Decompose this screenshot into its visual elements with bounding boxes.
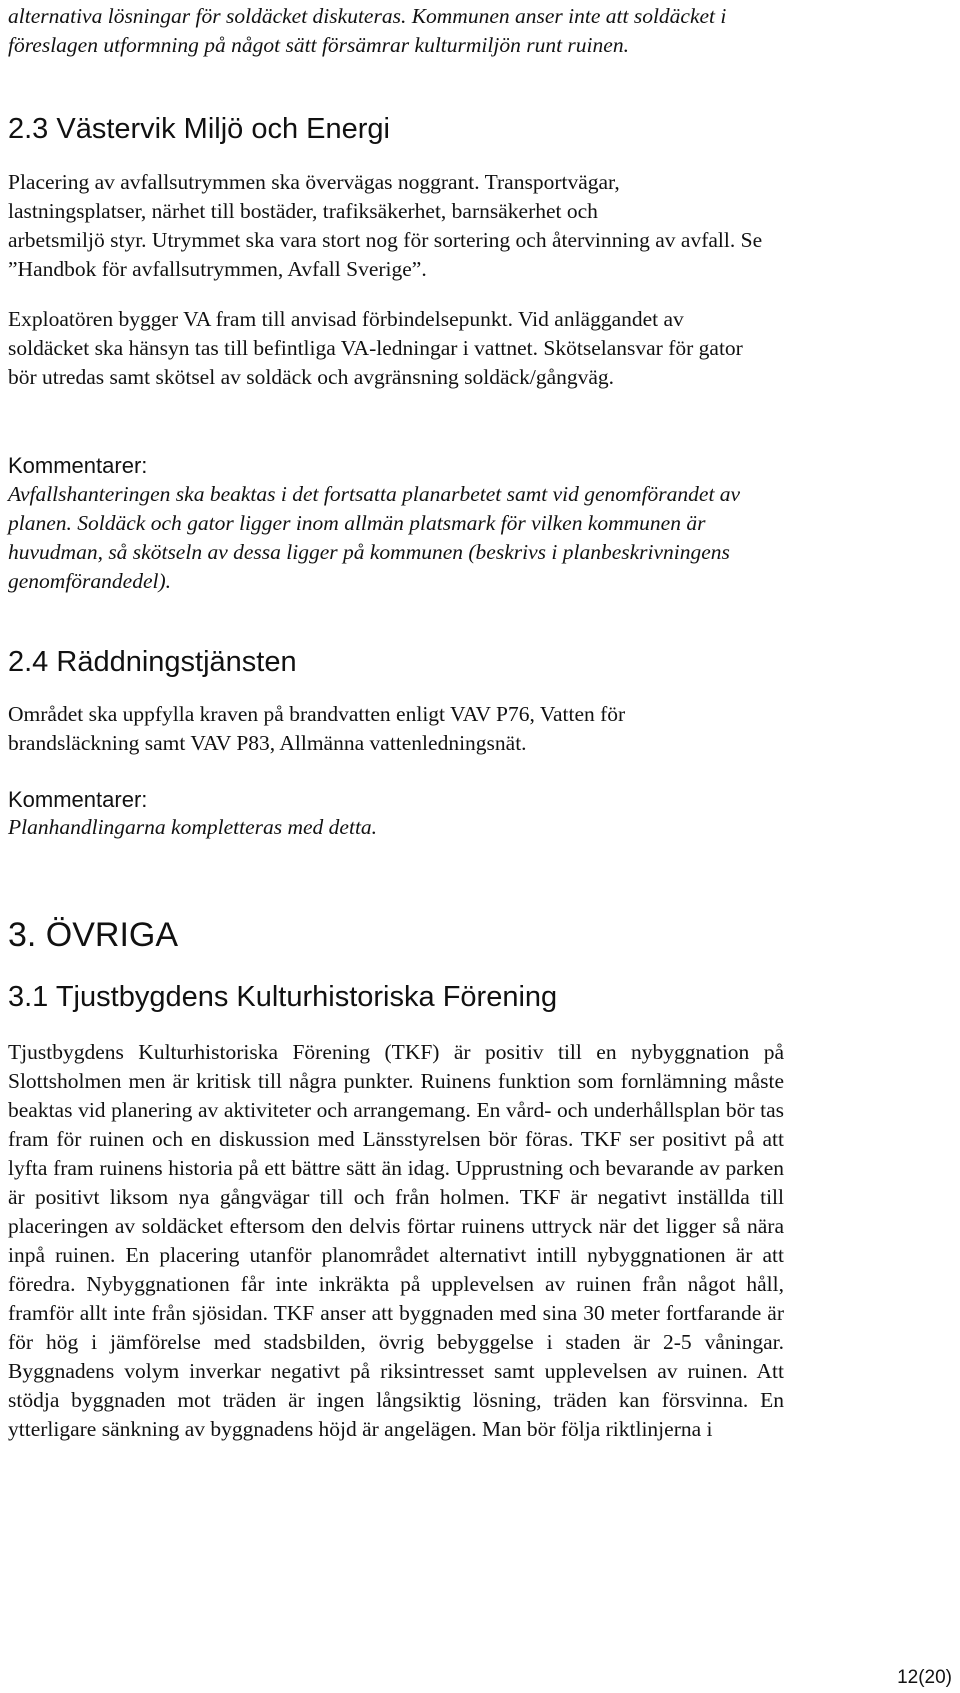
heading-2-4: 2.4 Räddningstjänsten	[8, 646, 297, 678]
paragraph-2-3-first-lines	[8, 168, 798, 226]
heading-2-3: 2.3 Västervik Miljö och Energi	[8, 113, 390, 145]
intro-paragraph: alternativa lösningar för soldäcket diskuteras. Kommunen anser inte att soldäcket i föreslagen utformning på något sätt försämrar kulturmiljön runt ruinen.	[8, 4, 727, 57]
paragraph-3-1: Tjustbygdens Kulturhistoriska Förening (TKF) är positiv till en nybyggnation på Slottsholmen men är kritisk till några punkter. Ruinens funktion som fornlämning måste beaktas vid planering av aktiviteter och arrangemang. En vård- och underhållsplan bör tas fram för ruinen och en diskussion med Länsstyrelsen bör föras. TKF ser positivt på att lyfta fram ruinens historia på ett bättre sätt än idag. Upprustning och bevarande av parken är positivt liksom nya gångvägar till och från holmen. TKF är negativt inställda till placeringen av soldäcket eftersom den delvis förtar ruinens uttryck när det ligger så nära inpå ruinen. En placering utanför planområdet alternativt intill nybyggnationen är att föredra. Nybyggnationen får inte inkräkta på upplevelsen av ruinen från något håll, framför allt inte från sjösidan. TKF anser att byggnaden med sina 30 meter fortfarande är för hög i jämförelse med stadsbilden, övrig bebyggelse i staden är 2-5 våningar. Byggnadens volym inverkar negativt på riksintresset samt upplevelsen av ruinen. Att stödja byggnaden mot träden är ingen långsiktig lösning, träden kan försvinna. En ytterligare sänkning av byggnadens höjd är angelägen. Man bör följa riktlinjerna i	[8, 1040, 784, 1441]
comments-label-2-4: Kommentarer:	[8, 787, 148, 812]
comments-text-2-4: Planhandlingarna kompletteras med detta.	[8, 815, 378, 839]
paragraph-2-3-va: Exploatören bygger VA fram till anvisad förbindelsepunkt. Vid anläggandet av soldäcket ska hänsyn tas till befintliga VA-ledningar i vattnet. Skötselansvar för gator bör utredas samt skötsel av soldäck och avgränsning soldäck/gångväg.	[8, 307, 743, 389]
heading-3: 3. ÖVRIGA	[8, 916, 179, 954]
paragraph-line: Placering av avfallsutrymmen ska övervägas noggrant. Transportvägar,	[8, 170, 620, 194]
comments-text-2-3: Avfallshanteringen ska beaktas i det fortsatta planarbetet samt vid genomförandet av planen. Soldäck och gator ligger inom allmän platsmark för vilken kommunen är huvudman, så skötseln av dessa ligger på kommunen (beskrivs i planbeskrivningens genomförandedel).	[8, 482, 741, 593]
paragraph-line: lastningsplatser, närhet till bostäder, trafiksäkerhet, barnsäkerhet och	[8, 199, 598, 223]
heading-3-1: 3.1 Tjustbygdens Kulturhistoriska Förening	[8, 981, 558, 1013]
comments-label-2-3: Kommentarer:	[8, 453, 148, 478]
paragraph-2-3-rest: arbetsmiljö styr. Utrymmet ska vara stort nog för sortering och återvinning av avfall. Se ”Handbok för avfallsutrymmen, Avfall Sverige”.	[8, 228, 763, 281]
page-number: 12(20)	[897, 1667, 952, 1688]
paragraph-2-4: Området ska uppfylla kraven på brandvatten enligt VAV P76, Vatten för brandsläckning samt VAV P83, Allmänna vattenledningsnät.	[8, 702, 626, 755]
